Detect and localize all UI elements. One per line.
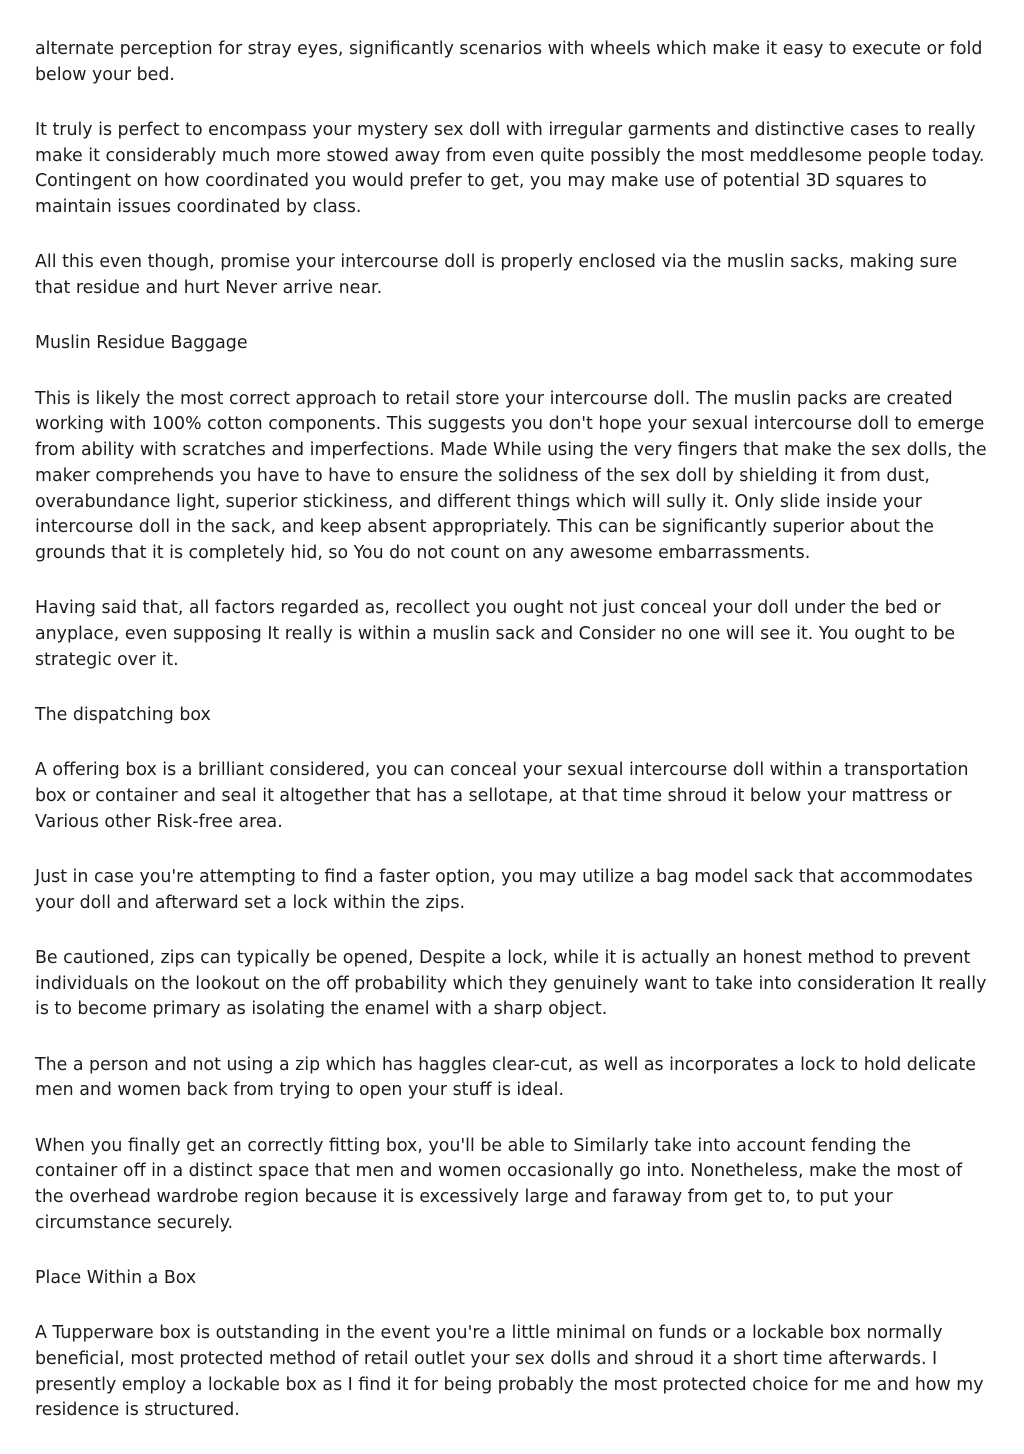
document-body bbox=[35, 37, 993, 1454]
paragraph-muslin-details: This is likely the most correct approach to retail store your intercourse doll. The muslin packs are created working with 100% cotton components. This suggests you don't hope your sexual intercourse doll to emerge from ability with scratches and imperfections. Made While using the very fingers that make the sex dolls, the maker comprehends you have to have to ensure the solidness of the sex doll by shielding it from dust, overabundance light, superior stickiness, and different things which will sully it. Only slide inside your intercourse doll in the sack, and keep absent appropriately. This can be significantly superior about the grounds that it is completely hid, so You do not count on any awesome embarrassments. bbox=[35, 388, 987, 563]
paragraph-mystery-doll: It truly is perfect to encompass your mystery sex doll with irregular garments and distinctive cases to really make it considerably much more stowed away from even quite possibly the most meddlesome people today. Contingent on how coordinated you would prefer to get, you may make use of potential 3D squares to maintain issues coordinated by class. bbox=[35, 120, 985, 218]
paragraph-strategic: Having said that, all factors regarded as, recollect you ought not just conceal your doll under the bed or anyplace, even supposing It really is within a muslin sack and Consider no one will see it. You ought to be strategic over it. bbox=[35, 598, 956, 670]
section-heading-place-box: Place Within a Box bbox=[35, 1268, 197, 1289]
section-heading-dispatching-box: The dispatching box bbox=[35, 704, 211, 725]
paragraph-cautioned: Be cautioned, zips can typically be opened, Despite a lock, while it is actually an honest method to prevent individuals on the lookout on the off probability which they genuinely want to take into consideration It really is to become primary as isolating the enamel with a sharp object. bbox=[35, 947, 987, 1020]
paragraph-fitting-box: When you finally get an correctly fitting box, you'll be able to Similarly take into account fending the container off in a distinct space that men and women occasionally go into. Nonetheless, make the most of the overhead wardrobe region because it is excessively large and faraway from get to, to put your circumstance securely. bbox=[35, 1135, 963, 1233]
paragraph-muslin-enclosed: All this even though, promise your intercourse doll is properly enclosed via the muslin sacks, making sure that residue and hurt Never arrive near. bbox=[35, 252, 958, 299]
paragraph-no-zip: The a person and not using a zip which has haggles clear-cut, as well as incorporates a lock to hold delicate men and women back from trying to open your stuff is ideal. bbox=[35, 1054, 976, 1101]
paragraph-faster-option: Just in case you're attempting to find a faster option, you may utilize a bag model sack that accommodates your doll and afterward set a lock within the zips. bbox=[35, 866, 973, 913]
paragraph-tupperware: A Tupperware box is outstanding in the event you're a little minimal on funds or a lockable box normally beneficial, most protected method of retail outlet your sex dolls and shroud it a short time afterwards. I presently employ a lockable box as I find it for being probably the most protected choice for me and how my residence is structured. bbox=[35, 1323, 984, 1421]
paragraph-offering-box: A offering box is a brilliant considered, you can conceal your sexual intercourse doll within a transportation box or container and seal it altogether that has a sellotape, at that time shroud it below your mattress or Various other Risk-free area. bbox=[35, 760, 969, 832]
section-heading-muslin: Muslin Residue Baggage bbox=[35, 333, 248, 354]
paragraph-continuation: alternate perception for stray eyes, significantly scenarios with wheels which make it easy to execute or fold below your bed. bbox=[35, 39, 983, 85]
